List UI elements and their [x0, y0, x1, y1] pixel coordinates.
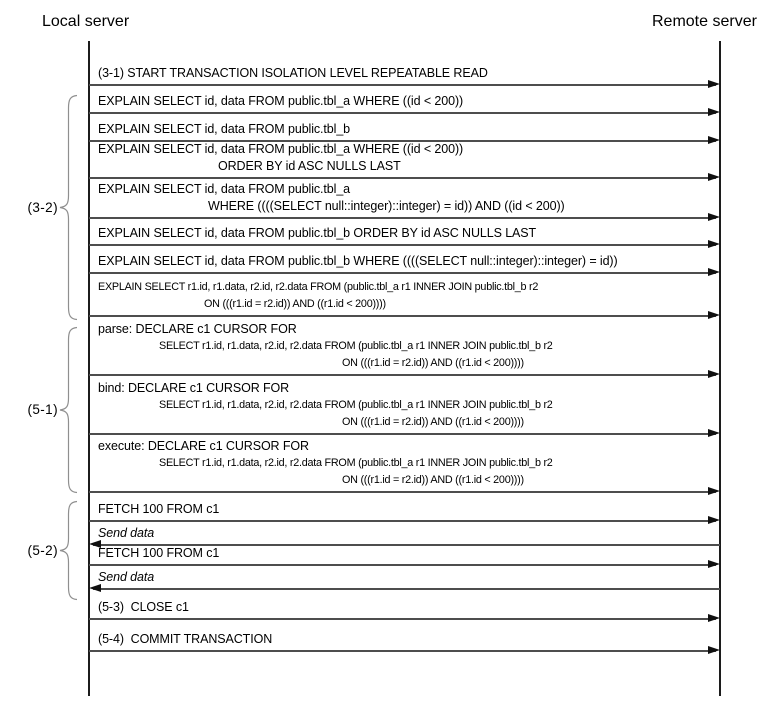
message-text: FETCH 100 FROM c1	[98, 546, 220, 560]
message-text: SELECT r1.id, r1.data, r2.id, r2.data FROM (public.tbl_a r1 INNER JOIN public.tbl_b r2	[159, 340, 553, 352]
message-text: Send data	[98, 526, 155, 540]
message-text: ON (((r1.id = r2.id)) AND ((r1.id < 200))))	[342, 357, 524, 369]
message-text: ON (((r1.id = r2.id)) AND ((r1.id < 200))))	[342, 474, 524, 486]
group-label-2: (5-1)	[27, 402, 58, 417]
message-text: FETCH 100 FROM c1	[98, 502, 220, 516]
message-text: EXPLAIN SELECT id, data FROM public.tbl_b ORDER BY id ASC NULLS LAST	[98, 226, 537, 240]
message-7	[89, 253, 720, 279]
message-text: bind: DECLARE c1 CURSOR FOR	[98, 381, 290, 395]
message-14	[89, 545, 720, 571]
message-9	[89, 321, 720, 381]
message-2	[89, 93, 720, 119]
message-text: ON (((r1.id = r2.id)) AND ((r1.id < 200))))	[204, 298, 386, 310]
remote-server-label: Remote server	[652, 13, 757, 30]
group-brace-icon	[56, 94, 80, 321]
message-text: EXPLAIN SELECT r1.id, r1.data, r2.id, r2.data FROM (public.tbl_a r1 INNER JOIN public.tbl_b r2	[98, 281, 539, 293]
message-text: EXPLAIN SELECT id, data FROM public.tbl_a WHERE ((id < 200))	[98, 142, 464, 156]
message-text: WHERE ((((SELECT null::integer)::integer) = id)) AND ((id < 200))	[208, 199, 565, 213]
message-text: (5-3) CLOSE c1	[98, 600, 189, 614]
message-text: parse: DECLARE c1 CURSOR FOR	[98, 322, 297, 336]
arrow-right-icon	[89, 82, 720, 91]
message-10	[89, 380, 720, 440]
message-text: (5-4) COMMIT TRANSACTION	[98, 632, 273, 646]
message-text: execute: DECLARE c1 CURSOR FOR	[98, 439, 309, 453]
message-text: EXPLAIN SELECT id, data FROM public.tbl_b WHERE ((((SELECT null::integer)::integer) = id))	[98, 254, 618, 268]
message-text: EXPLAIN SELECT id, data FROM public.tbl_a WHERE ((id < 200))	[98, 94, 464, 108]
message-11	[89, 438, 720, 498]
group-label-3: (5-2)	[27, 542, 58, 558]
message-6	[89, 225, 720, 251]
message-text: SELECT r1.id, r1.data, r2.id, r2.data FROM (public.tbl_a r1 INNER JOIN public.tbl_b r2	[159, 457, 553, 469]
message-text: ON (((r1.id = r2.id)) AND ((r1.id < 200))))	[342, 416, 524, 428]
message-text: ORDER BY id ASC NULLS LAST	[218, 159, 401, 173]
message-1	[89, 65, 720, 91]
message-17	[89, 631, 720, 657]
group-label-1: (3-2)	[27, 199, 58, 215]
message-8	[89, 279, 720, 322]
message-text: EXPLAIN SELECT id, data FROM public.tbl_a	[98, 182, 351, 196]
arrow-right-icon	[89, 110, 720, 119]
message-5	[89, 181, 720, 224]
arrow-right-icon	[89, 648, 720, 657]
message-text: SELECT r1.id, r1.data, r2.id, r2.data FROM (public.tbl_a r1 INNER JOIN public.tbl_b r2	[159, 399, 553, 411]
arrow-right-icon	[89, 215, 720, 224]
message-12	[89, 501, 720, 527]
arrow-right-icon	[89, 489, 720, 498]
arrow-right-icon	[89, 616, 720, 625]
message-4	[89, 141, 720, 184]
arrow-right-icon	[89, 242, 720, 251]
group-brace-icon	[56, 500, 80, 601]
message-16	[89, 599, 720, 625]
message-text: EXPLAIN SELECT id, data FROM public.tbl_b	[98, 122, 351, 136]
group-brace-icon	[56, 326, 80, 494]
message-text: Send data	[98, 570, 155, 584]
message-15	[89, 569, 720, 595]
local-server-label: Local server	[42, 13, 130, 30]
message-text: (3-1) START TRANSACTION ISOLATION LEVEL REPEATABLE READ	[98, 66, 488, 80]
arrow-right-icon	[89, 270, 720, 279]
arrow-left-icon	[89, 586, 720, 595]
